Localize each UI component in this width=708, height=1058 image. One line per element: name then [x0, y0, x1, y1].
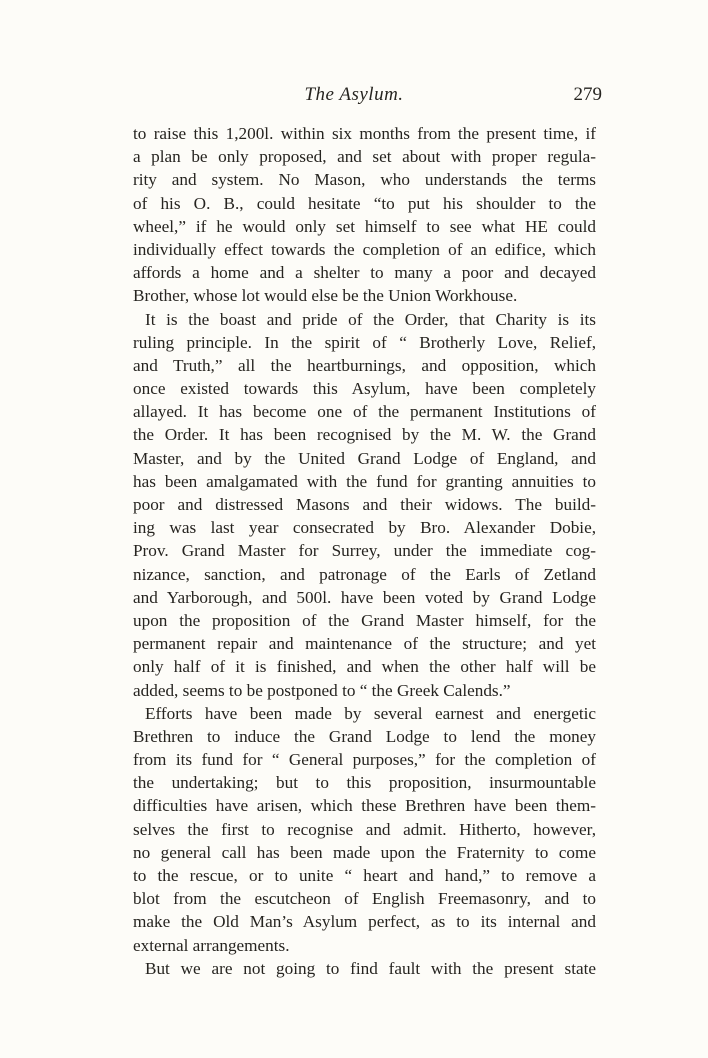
text-line: to raise this 1,200l. within six months from the present time, if [133, 124, 596, 143]
text-line: no general call has been made upon the Fraternity to come [133, 842, 596, 862]
text-line: only half of it is finished, and when the other half will be [133, 657, 596, 677]
body-text [133, 122, 596, 980]
text-line: and Truth,” all the heartburnings, and opposition, which [133, 355, 596, 375]
text-line: has been amalgamated with the fund for granting annuities to [133, 471, 596, 491]
text-line: make the Old Man’s Asylum perfect, as to its internal and [133, 912, 596, 932]
text-line: selves the first to recognise and admit. Hitherto, however, [133, 819, 596, 839]
text-line: a plan be only proposed, and set about with proper regula- [133, 147, 596, 167]
text-line: added, seems to be postponed to “ the Greek Calends.” [133, 680, 511, 700]
text-line: Brother, whose lot would else be the Union Workhouse. [133, 286, 518, 306]
text-line: Prov. Grand Master for Surrey, under the immediate cog- [133, 541, 596, 561]
text-line: of his O. B., could hesitate “to put his shoulder to the [133, 193, 596, 213]
text-line: upon the proposition of the Grand Master himself, for the [133, 610, 596, 630]
text-line: individually effect towards the completion of an edifice, which [133, 239, 596, 259]
text-line: Efforts have been made by several earnest and energetic [145, 703, 596, 723]
text-line: the Order. It has been recognised by the M. W. the Grand [133, 425, 596, 445]
text-line: wheel,” if he would only set himself to see what HE could [133, 216, 596, 236]
page-header [0, 84, 708, 112]
text-line: But we are not going to find fault with the present state [145, 958, 596, 978]
text-line: affords a home and a shelter to many a poor and decayed [133, 263, 596, 283]
text-line: Brethren to induce the Grand Lodge to lend the money [133, 726, 596, 746]
text-line: to the rescue, or to unite “ heart and hand,” to remove a [133, 866, 596, 885]
running-title: The Asylum. [304, 84, 404, 105]
text-line: from its fund for “ General purposes,” for the completion of [133, 750, 596, 770]
text-line: the undertaking; but to this proposition, insurmountable [133, 773, 596, 793]
text-line: poor and distressed Masons and their widows. The build- [133, 495, 596, 514]
text-line: nizance, sanction, and patronage of the Earls of Zetland [133, 564, 596, 584]
text-line: and Yarborough, and 500l. have been voted by Grand Lodge [133, 587, 596, 607]
text-line: once existed towards this Asylum, have been completely [133, 379, 596, 399]
text-line: rity and system. No Mason, who understands the terms [133, 170, 596, 190]
text-line: blot from the escutcheon of English Freemasonry, and to [133, 889, 596, 909]
text-line: ing was last year consecrated by Bro. Alexander Dobie, [133, 518, 596, 538]
text-line: ruling principle. In the spirit of “ Brotherly Love, Relief, [133, 332, 596, 352]
text-line: allayed. It has become one of the permanent Institutions of [133, 402, 596, 422]
text-line: permanent repair and maintenance of the structure; and yet [133, 634, 596, 654]
text-line: It is the boast and pride of the Order, that Charity is its [145, 309, 596, 329]
text-line: external arrangements. [133, 935, 290, 955]
page-number: 279 [573, 84, 602, 105]
text-line: Master, and by the United Grand Lodge of England, and [133, 448, 596, 468]
text-line: difficulties have arisen, which these Brethren have been them- [133, 796, 596, 816]
